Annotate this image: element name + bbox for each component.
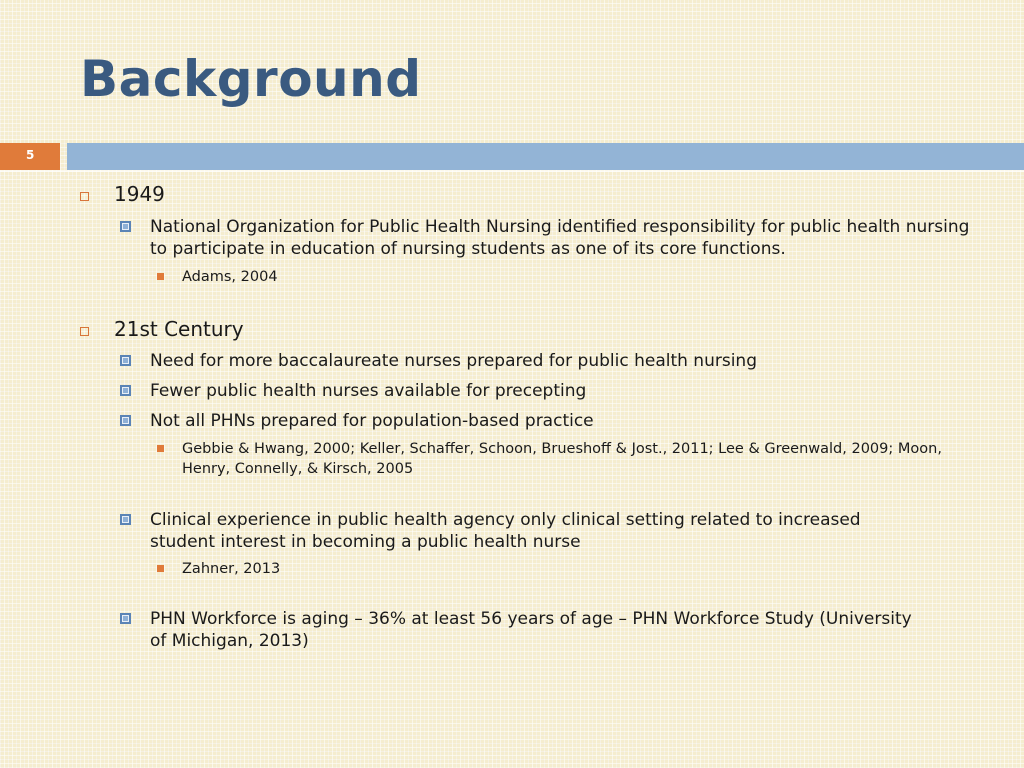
bullet-item-nophn: [120, 216, 970, 260]
bullet-text: National Organization for Public Health Nursing identified responsibility for public health nursing to participate in education of nursing students as one of its core functions.: [150, 217, 970, 259]
citation-item: [157, 439, 947, 479]
bullet-item: [120, 380, 586, 402]
bullet-text: Fewer public health nurses available for precepting: [150, 381, 587, 401]
hollow-square-bullet-icon: [80, 327, 89, 336]
citation-item: [157, 267, 278, 287]
hollow-square-bullet-icon: [80, 192, 89, 201]
bullet-heading: 21st Century: [114, 317, 244, 341]
bullet-text: Clinical experience in public health agency only clinical setting related to increased student interest in becoming a public health nurse: [150, 510, 861, 552]
bullet-text: PHN Workforce is aging – 36% at least 56 years of age – PHN Workforce Study (University of Michigan, 2013): [150, 609, 912, 651]
title-divider-bar: [67, 143, 1024, 170]
filled-square-bullet-icon: [157, 273, 164, 280]
bullet-text: Need for more baccalaureate nurses prepared for public health nursing: [150, 351, 757, 371]
bullet-item-workforce: [120, 608, 920, 652]
bullet-item-21st-century: [80, 317, 244, 341]
citation-item: [157, 559, 280, 579]
filled-square-bullet-icon: [157, 445, 164, 452]
bullet-heading: 1949: [114, 182, 165, 206]
square-bullet-icon: [120, 355, 131, 366]
bullet-item: [120, 410, 594, 432]
square-bullet-icon: [120, 385, 131, 396]
citation-text: Zahner, 2013: [182, 561, 281, 577]
slide-number: 5: [0, 143, 60, 170]
citation-text: Adams, 2004: [182, 269, 278, 285]
square-bullet-icon: [120, 514, 131, 525]
slide-title: Background: [80, 50, 422, 108]
square-bullet-icon: [120, 415, 131, 426]
citation-text: Gebbie & Hwang, 2000; Keller, Schaffer, Schoon, Brueshoff & Jost., 2011; Lee & Greenwald, 2009; Moon, Henry, Connelly, & Kirsch, 2005: [182, 441, 942, 477]
bullet-item-clinical: [120, 509, 920, 553]
bullet-item: [120, 350, 757, 372]
square-bullet-icon: [120, 221, 131, 232]
bullet-item-1949: [80, 182, 165, 206]
bullet-text: Not all PHNs prepared for population-based practice: [150, 411, 594, 431]
filled-square-bullet-icon: [157, 565, 164, 572]
square-bullet-icon: [120, 613, 131, 624]
divider-line: [0, 170, 1024, 172]
